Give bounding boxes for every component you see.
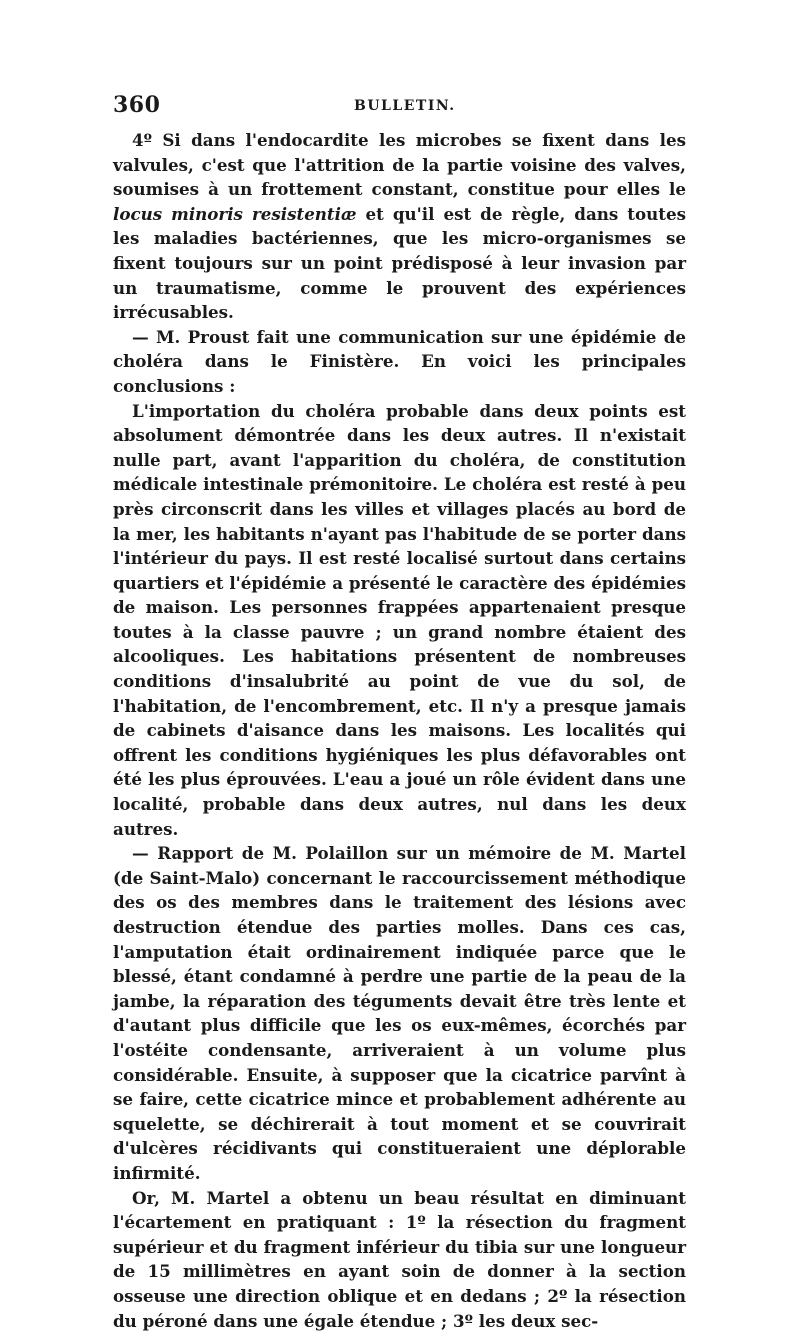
running-title: BULLETIN.: [354, 98, 456, 114]
paragraph-cholera-conclusions: L'importation du choléra probable dans deux points est absolument démontrée dans les deux autres. Il n'existait nulle part, avant l'apparition du choléra, de constitution médicale intestinale prémonitoire. Le choléra est resté à peu près circonscrit dans les villes et villages placés au bord de la mer, les habitants n'ayant pas l'habitude de se porter dans l'intérieur du pays. Il est resté localisé surtout dans certains quartiers et l'épidémie a présenté le caractère des épidémies de maison. Les personnes frappées appartenaient presque toutes à la classe pauvre ; un grand nombre étaient des alcooliques. Les habitations présentent de nombreuses conditions d'insalubrité au point de vue du sol, de l'habitation, de l'encombrement, etc. Il n'y a presque jamais de cabinets d'aisance dans les maisons. Les localités qui offrent les conditions hygiéniques les plus défavorables ont été les plus éprouvées. L'eau a joué un rôle évident dans une localité, probable dans deux autres, nul dans les deux autres.: [113, 400, 686, 839]
paragraph-text: 4º Si dans l'endocardite les microbes se fixent dans les valvules, c'est que l'attrition de la partie voisine des valves, soumises à un frottement constant, constitue pour elles le: [113, 130, 686, 200]
paragraph-martel-result: Or, M. Martel a obtenu un beau résultat en diminuant l'écartement en pratiquant : 1º la résection du fragment supérieur et du fragment inférieur du tibia sur une longueur de 15 millimètres en ayant soin de donner à la section osseuse une direction oblique et en dedans ; 2º la résection du péroné dans une égale étendue ; 3º les deux sec-: [113, 1187, 686, 1331]
paragraph-text: et qu'il est de règle, dans toutes les maladies bactériennes, que les micro-organismes se fixent toujours sur un point prédisposé à leur invasion par un traumatisme, comme le prouvent des expériences irrécusables.: [113, 203, 687, 323]
body-text: [113, 128, 686, 1333]
document-page: [113, 92, 686, 1333]
page-number: 360: [113, 92, 161, 118]
latin-phrase: locus minoris resistentiæ: [113, 203, 357, 224]
paragraph-endocarditis: [113, 128, 686, 325]
paragraph-proust-communication: — M. Proust fait une communication sur une épidémie de choléra dans le Finistère. En voici les principales conclusions :: [113, 326, 686, 396]
page-header: [113, 92, 686, 122]
paragraph-polaillon-report: — Rapport de M. Polaillon sur un mémoire de M. Martel (de Saint-Malo) concernant le raccourcissement méthodique des os des membres dans le traitement des lésions avec destruction étendue des parties molles. Dans ces cas, l'amputation était ordinairement indiquée parce que le blessé, étant condamné à perdre une partie de la peau de la jambe, la réparation des téguments devait être très lente et d'autant plus difficile que les os eux-mêmes, écorchés par l'ostéite condensante, arriveraient à un volume plus considérable. Ensuite, à supposer que la cicatrice parvînt à se faire, cette cicatrice mince et probablement adhérente au squelette, se déchirerait à tout moment et se couvrirait d'ulcères récidivants qui constitueraient une déplorable infirmité.: [113, 843, 686, 1183]
